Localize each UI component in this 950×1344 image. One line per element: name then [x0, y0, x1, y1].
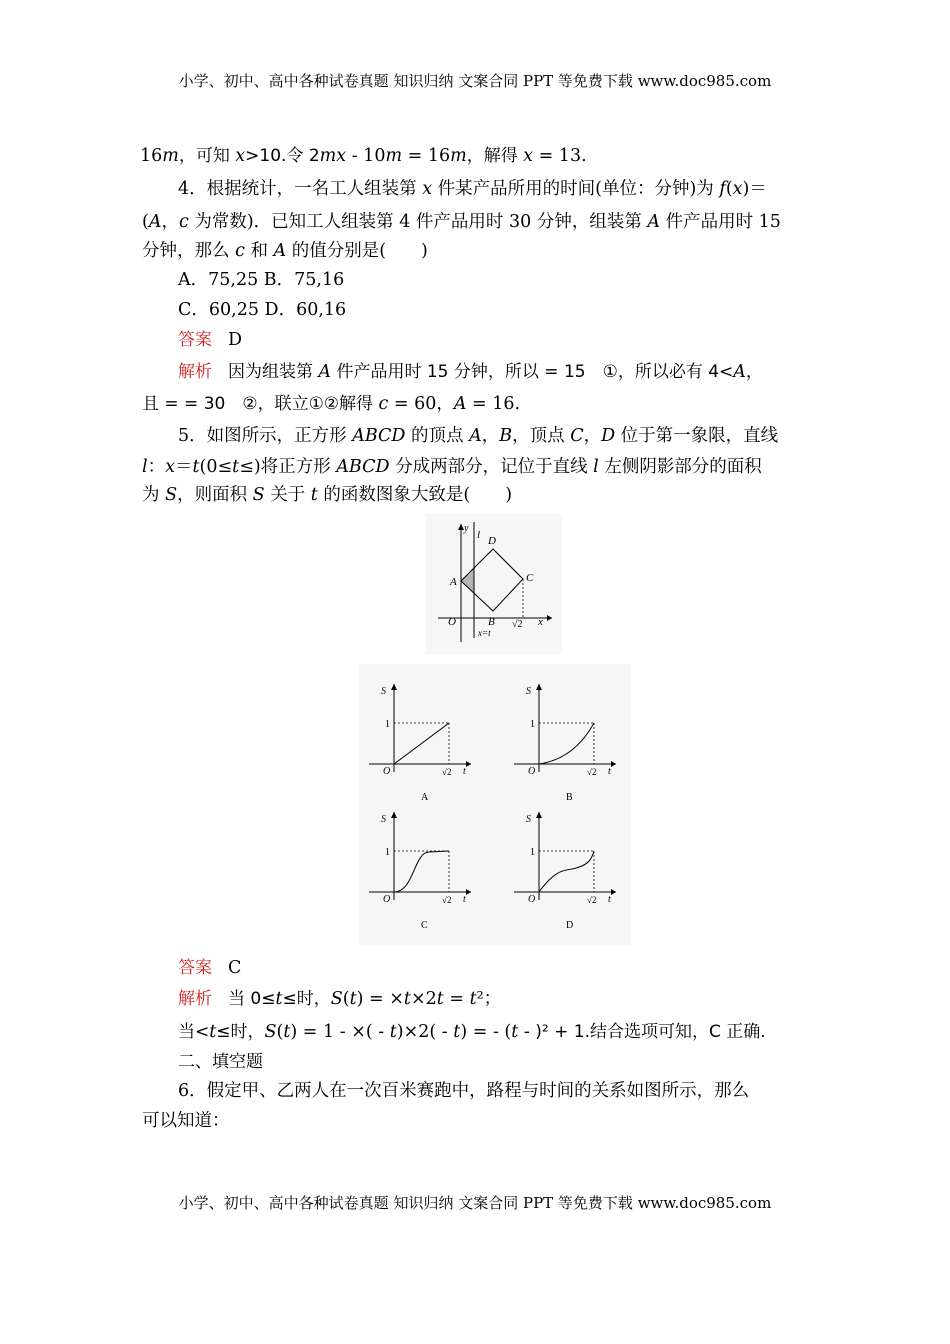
page-header: 小学、初中、高中各种试卷真题 知识归纳 文案合同 PPT 等免费下载 www.doc985.com	[178, 72, 772, 90]
q4-line-1: 4．根据统计，一名工人组装第 x 件某产品所用的时间(单位：分钟)为 f(x)＝	[178, 179, 767, 199]
q5-analysis-1: 解析 当 0≤t≤时，S(t) = ×t×2t = t²；	[178, 989, 502, 1009]
svg-text:t: t	[463, 894, 466, 905]
q4-line-3: 分钟，那么 c 和 A 的值分别是( )	[142, 241, 428, 261]
svg-text:O: O	[528, 766, 536, 777]
graph-b	[514, 684, 616, 803]
svg-text:√2: √2	[587, 895, 597, 905]
q5-line-2: l：x＝t(0≤t≤)将正方形 ABCD 分成两部分，记位于直线 l 左侧阴影部分的面积	[142, 457, 762, 477]
label-option-d: D	[566, 920, 574, 931]
graph-d	[514, 812, 616, 931]
curve-d	[539, 851, 594, 892]
q5-line-3: 为 S，则面积 S 关于 t 的函数图象大致是( )	[142, 485, 513, 505]
label-x-eq-t: x=t	[478, 628, 491, 638]
svg-text:1: 1	[530, 847, 535, 858]
label-l: l	[477, 529, 481, 541]
q4-line-2: (A，c 为常数)．已知工人组装第 4 件产品用时 30 分钟，组装第 A 件产品用时 15	[142, 212, 781, 232]
q5-answer: 答案 C	[178, 958, 242, 978]
q6-line-2: 可以知道：	[142, 1111, 230, 1131]
label-option-c: C	[421, 920, 428, 931]
svg-text:1: 1	[385, 847, 390, 858]
q6-line-1: 6．假定甲、乙两人在一次百米赛跑中，路程与时间的关系如图所示，那么	[178, 1081, 750, 1101]
svg-text:√2: √2	[442, 895, 452, 905]
page-footer: 小学、初中、高中各种试卷真题 知识归纳 文案合同 PPT 等免费下载 www.doc985.com	[178, 1194, 772, 1212]
options-figure	[359, 664, 631, 946]
section-fill-in: 二、填空题	[178, 1052, 263, 1072]
label-option-b: B	[566, 792, 573, 803]
q4-options-1: A．75,25 B．75,16	[178, 270, 345, 290]
svg-text:√2: √2	[587, 767, 597, 777]
label-option-a: A	[421, 792, 429, 803]
q5-analysis-2: 当<t≤时，S(t) = 1 - ×( - t)×2( - t) = - (t - )² + 1.结合选项可知，C 正确.	[178, 1022, 766, 1042]
option-graphs	[359, 664, 631, 946]
q4-analysis-1: 解析 因为组装第 A 件产品用时 15 分钟，所以 = 15 ①，所以必有 4<A，	[178, 362, 763, 382]
curve-c	[394, 851, 449, 892]
label-o: O	[448, 616, 456, 628]
svg-text:S: S	[381, 686, 386, 697]
svg-text:t: t	[463, 766, 466, 777]
svg-text:t: t	[608, 766, 611, 777]
graph-c	[369, 812, 471, 931]
q5-line-1: 5．如图所示，正方形 ABCD 的顶点 A，B，顶点 C，D 位于第一象限，直线	[178, 426, 779, 446]
shaded-region	[461, 567, 474, 594]
svg-text:1: 1	[530, 719, 535, 730]
label-a: A	[450, 576, 457, 588]
graph-a	[369, 684, 471, 803]
label-y: y	[464, 523, 469, 534]
curve-a	[394, 723, 449, 764]
label-sqrt2: √2	[512, 619, 523, 630]
q4-answer: 答案 D	[178, 330, 243, 350]
label-c: C	[526, 572, 534, 584]
svg-text:1: 1	[385, 719, 390, 730]
intro-line: 16m，可知 x>10.令 2mx - 10m = 16m，解得 x = 13.	[140, 146, 587, 166]
label-x: x	[538, 616, 543, 628]
label-d: D	[488, 535, 496, 547]
svg-text:S: S	[526, 814, 531, 825]
square-diagram	[426, 514, 562, 654]
curve-b	[539, 723, 594, 764]
svg-text:S: S	[381, 814, 386, 825]
svg-text:S: S	[526, 686, 531, 697]
svg-text:O: O	[383, 766, 391, 777]
q4-options-2: C．60,25 D．60,16	[178, 300, 347, 320]
square-figure	[426, 514, 562, 654]
label-b: B	[488, 616, 495, 628]
q4-analysis-2: 且 = = 30 ②，联立①②解得 c = 60，A = 16.	[142, 394, 521, 414]
svg-text:O: O	[528, 894, 536, 905]
svg-text:√2: √2	[442, 767, 452, 777]
svg-text:t: t	[608, 894, 611, 905]
svg-text:O: O	[383, 894, 391, 905]
